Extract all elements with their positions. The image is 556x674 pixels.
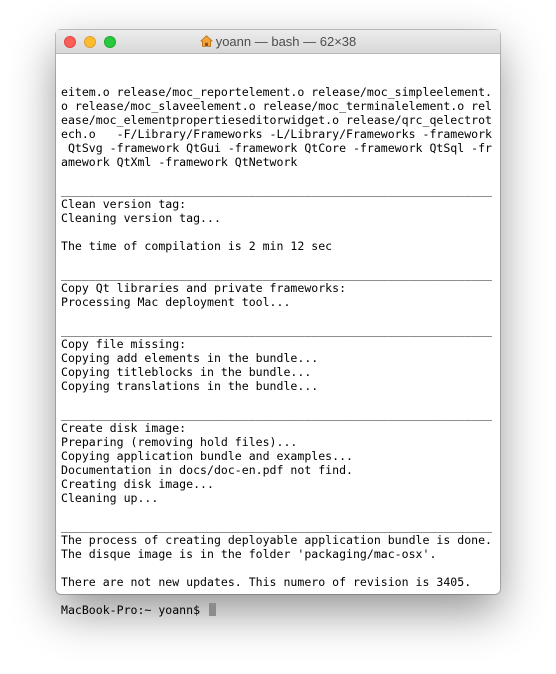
text-cursor	[209, 603, 216, 616]
terminal-line: o release/moc_slaveelement.o release/moc_terminalelement.o rel	[61, 99, 493, 113]
terminal-line: Copying application bundle and examples...	[61, 449, 353, 463]
terminal-window	[56, 30, 500, 617]
terminal-line: Cleaning up...	[61, 491, 159, 505]
terminal-line: ______________________________________________________________	[61, 407, 493, 421]
terminal-line: Create disk image:	[61, 421, 187, 435]
terminal-line: Creating disk image...	[61, 477, 214, 491]
terminal-line	[61, 589, 501, 603]
terminal-line: ______________________________________________________________	[61, 267, 493, 281]
home-icon	[200, 35, 213, 47]
terminal-line: eitem.o release/moc_reportelement.o release/moc_simpleelement.	[61, 85, 493, 99]
terminal-line: Copying translations in the bundle...	[61, 379, 319, 393]
terminal-line: Clean version tag:	[61, 197, 187, 211]
title-bar[interactable]	[56, 30, 500, 54]
terminal-line: Processing Mac deployment tool...	[61, 295, 291, 309]
terminal-line: Copying titleblocks in the bundle...	[61, 365, 312, 379]
terminal-output[interactable]	[61, 57, 501, 617]
terminal-line	[61, 169, 501, 183]
terminal-line: Preparing (removing hold files)...	[61, 435, 298, 449]
terminal-line: ech.o -F/Library/Frameworks -L/Library/Frameworks -framework	[61, 127, 493, 141]
terminal-line: The disque image is in the folder 'packaging/mac-osx'.	[61, 547, 437, 561]
terminal-line: ______________________________________________________________	[61, 183, 493, 197]
terminal-line: There are not new updates. This numero of revision is 3405.	[61, 575, 472, 589]
terminal-line: ease/moc_elementpropertieseditorwidget.o release/qrc_qelectrot	[61, 113, 493, 127]
terminal-line: Documentation in docs/doc-en.pdf not find.	[61, 463, 353, 477]
terminal-line	[61, 505, 501, 519]
terminal-line: Copying add elements in the bundle...	[61, 351, 319, 365]
terminal-line	[61, 225, 501, 239]
terminal-line	[61, 309, 501, 323]
terminal-line	[61, 561, 501, 575]
terminal-line: The time of compilation is 2 min 12 sec	[61, 239, 333, 253]
terminal-line: amework QtXml -framework QtNetwork	[61, 155, 298, 169]
terminal-line: Copy Qt libraries and private frameworks:	[61, 281, 347, 295]
terminal-line: ______________________________________________________________	[61, 323, 493, 337]
window-title-text: yoann — bash — 62×38	[215, 34, 357, 49]
shell-prompt: MacBook-Pro:~ yoann$	[61, 603, 207, 617]
terminal-line: Copy file missing:	[61, 337, 187, 351]
terminal-line: The process of creating deployable application bundle is done.	[61, 533, 493, 547]
window-title	[56, 34, 500, 49]
terminal-line: QtSvg -framework QtGui -framework QtCore -framework QtSql -fr	[61, 141, 493, 155]
terminal-line: Cleaning version tag...	[61, 211, 221, 225]
terminal-line	[61, 253, 501, 267]
terminal-line	[61, 393, 501, 407]
prompt-line[interactable]	[61, 603, 501, 617]
terminal-line: ______________________________________________________________	[61, 519, 493, 533]
